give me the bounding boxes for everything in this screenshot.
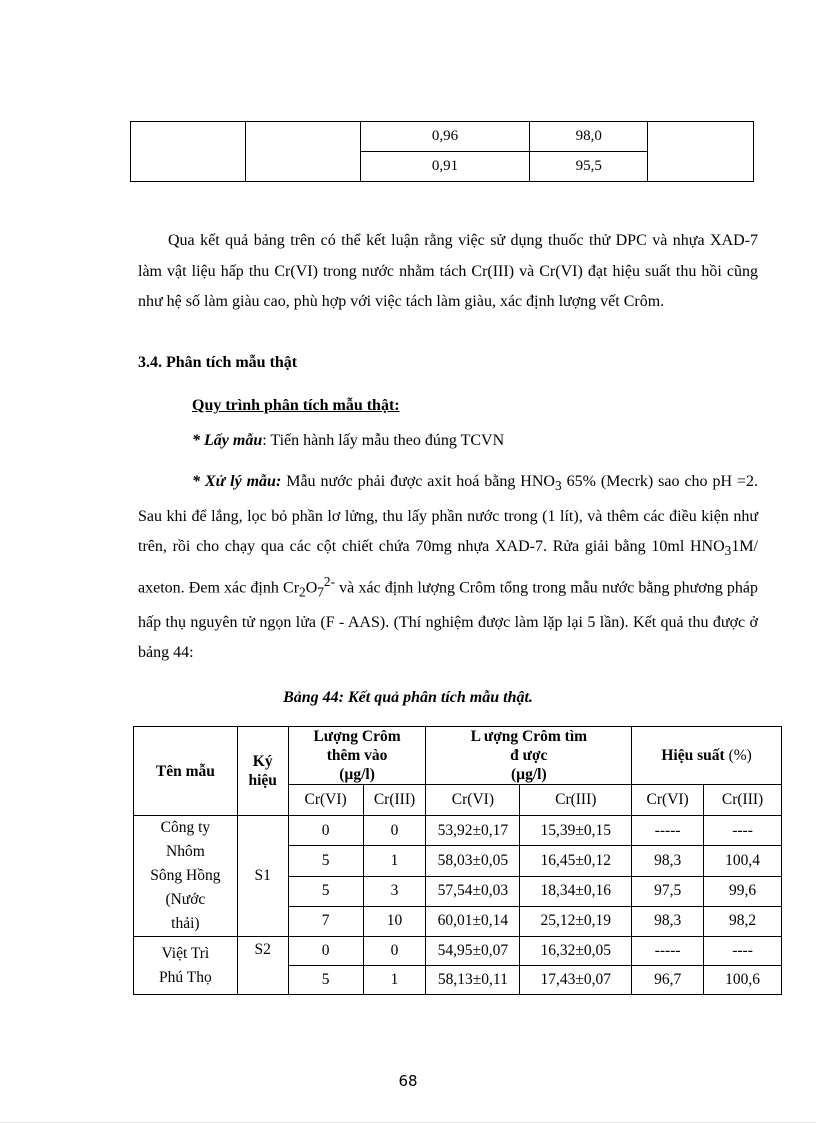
treatment-text: O (305, 579, 318, 597)
treatment-text: và xác định lượng Crôm tổng trong mẫu nước bằng phương pháp hấp thụ nguyên tử ngọn lửa (F - AAS). (Thí nghiệm được làm lặp lại 5 lần). Kết quả thu được ở bảng 44: (138, 579, 758, 662)
sample-1-symbol: S1 (237, 816, 288, 937)
sample-2-symbol: S2 (237, 937, 288, 995)
table-cell: ----- (632, 816, 704, 846)
header-text: Ký (252, 753, 273, 770)
table-header-row (134, 727, 782, 785)
table-cell: 100,6 (704, 966, 782, 995)
header-symbol (237, 727, 288, 816)
subscript: 2 (299, 584, 306, 600)
table-cell: 98,0 (530, 122, 648, 152)
table-cell: 3 (363, 876, 426, 906)
sample-name-line: Nhôm (166, 843, 205, 860)
real-sample-results-table (133, 726, 782, 995)
header-text: (µg/l) (511, 766, 547, 783)
table-cell: 97,5 (632, 876, 704, 906)
subheader-cell: Cr(VI) (632, 785, 704, 816)
subheader-cell: Cr(III) (363, 785, 426, 816)
table-cell: 98,2 (704, 906, 782, 936)
table-cell: 1 (363, 846, 426, 876)
table-cell: 96,7 (632, 966, 704, 995)
table-row (134, 937, 782, 966)
table-cell: 10 (363, 906, 426, 936)
table-cell: 16,32±0,05 (520, 937, 632, 966)
table-cell: 57,54±0,03 (426, 876, 520, 906)
sample-name-line: Phú Thọ (159, 968, 212, 986)
table-row (131, 122, 754, 152)
treatment-text: 65% (Mecrk) sao cho pH =2. Sau khi để lắng, lọc bỏ phần lơ lửng, thu lấy phần nước trong (1 lít), và thêm các điều kiện như trên, rồi cho chạy qua các cột chiết chứa 70mg nhựa XAD-7. Rửa giải bằng 10ml HNO (138, 473, 758, 556)
subheader-cell: Cr(VI) (426, 785, 520, 816)
table-caption: Bảng 44: Kết quả phân tích mẫu thật. (283, 689, 533, 706)
sample-1-name (134, 816, 238, 937)
sample-name-line: (Nước (165, 891, 206, 908)
table-cell: 54,95±0,07 (426, 937, 520, 966)
sample-name-line: Sông Hồng (150, 867, 221, 884)
header-text: Lượng Crôm (313, 728, 401, 745)
superscript: 2- (323, 573, 336, 589)
table-cell: 99,6 (704, 876, 782, 906)
table-cell: 25,12±0,19 (520, 906, 632, 936)
treatment-text: Mẫu nước phải được axit hoá bằng HNO (281, 473, 555, 490)
header-text: thêm vào (326, 747, 388, 764)
header-text: Hiệu suất (661, 747, 725, 764)
table-cell: 58,03±0,05 (426, 846, 520, 876)
table-cell (245, 122, 360, 182)
subheader-cell: Cr(III) (520, 785, 632, 816)
subscript: 7 (317, 584, 324, 600)
header-text: đ ược (510, 747, 548, 764)
table-cell: 0 (363, 816, 426, 846)
sample-name-line: Việt Trì (161, 944, 210, 962)
table-cell: ---- (704, 816, 782, 846)
table-cell: 100,4 (704, 846, 782, 876)
table-cell: 0 (288, 937, 363, 966)
section-heading: 3.4. Phân tích mẫu thật (138, 354, 298, 371)
table-cell: ----- (632, 937, 704, 966)
page-number: 68 (398, 1072, 418, 1090)
table-cell (648, 122, 754, 182)
table-cell: 0 (363, 937, 426, 966)
table-cell: 17,43±0,07 (520, 966, 632, 995)
sampling-text: : Tiến hành lấy mẫu theo đúng TCVN (262, 432, 505, 449)
table-cell: 0 (288, 816, 363, 846)
sample-name-line: thải) (171, 915, 200, 932)
sampling-step (192, 432, 504, 450)
table-cell: 5 (288, 966, 363, 995)
table-cell: 98,3 (632, 906, 704, 936)
table-cell: 95,5 (530, 152, 648, 182)
procedure-title: Quy trình phân tích mẫu thật: (192, 397, 400, 414)
header-text: (µg/l) (339, 766, 375, 783)
subheader-cell: Cr(VI) (288, 785, 363, 816)
table-cell: 16,45±0,12 (520, 846, 632, 876)
table-cell: 1 (363, 966, 426, 995)
sample-name-line: Công ty (160, 819, 211, 836)
table-cell: 0,91 (360, 152, 530, 182)
table-cell: 15,39±0,15 (520, 816, 632, 846)
subscript: 3 (724, 543, 732, 559)
table-cell: ---- (704, 937, 782, 966)
conclusion-paragraph: Qua kết quả bảng trên có thể kết luận rằng việc sử dụng thuốc thử DPC và nhựa XAD-7 làm vật liệu hấp thu Cr(VI) trong nước nhằm tách Cr(III) và Cr(VI) đạt hiệu suất thu hồi cũng như hệ số làm giàu cao, phù hợp với việc tách làm giàu, xác định lượng vết Crôm. (138, 232, 758, 310)
table-cell: 7 (288, 906, 363, 936)
header-added (288, 727, 426, 785)
subheader-cell: Cr(III) (704, 785, 782, 816)
table-cell (131, 122, 246, 182)
table-cell: 98,3 (632, 846, 704, 876)
treatment-text: 1M/ axeton. Đem xác định Cr (138, 538, 758, 597)
treatment-label: * Xử lý mẫu: (192, 473, 282, 490)
table-cell: 60,01±0,14 (426, 906, 520, 936)
header-found (426, 727, 632, 785)
table-cell: 5 (288, 846, 363, 876)
treatment-paragraph (138, 467, 758, 669)
header-sample-name: Tên mẫu (134, 727, 238, 816)
sample-2-name (134, 937, 238, 995)
table-cell: 0,96 (360, 122, 530, 152)
results-table-continued (130, 121, 754, 182)
table-row (134, 816, 782, 846)
header-unit: (%) (724, 747, 752, 764)
header-efficiency (632, 727, 782, 785)
table-cell: 58,13±0,11 (426, 966, 520, 995)
header-text: L ượng Crôm tìm (470, 728, 588, 745)
table-cell: 53,92±0,17 (426, 816, 520, 846)
table-cell: 18,34±0,16 (520, 876, 632, 906)
sampling-label: * Lấy mẫu (192, 432, 263, 449)
header-text: hiệu (248, 772, 277, 789)
table-cell: 5 (288, 876, 363, 906)
subscript: 3 (554, 478, 562, 494)
